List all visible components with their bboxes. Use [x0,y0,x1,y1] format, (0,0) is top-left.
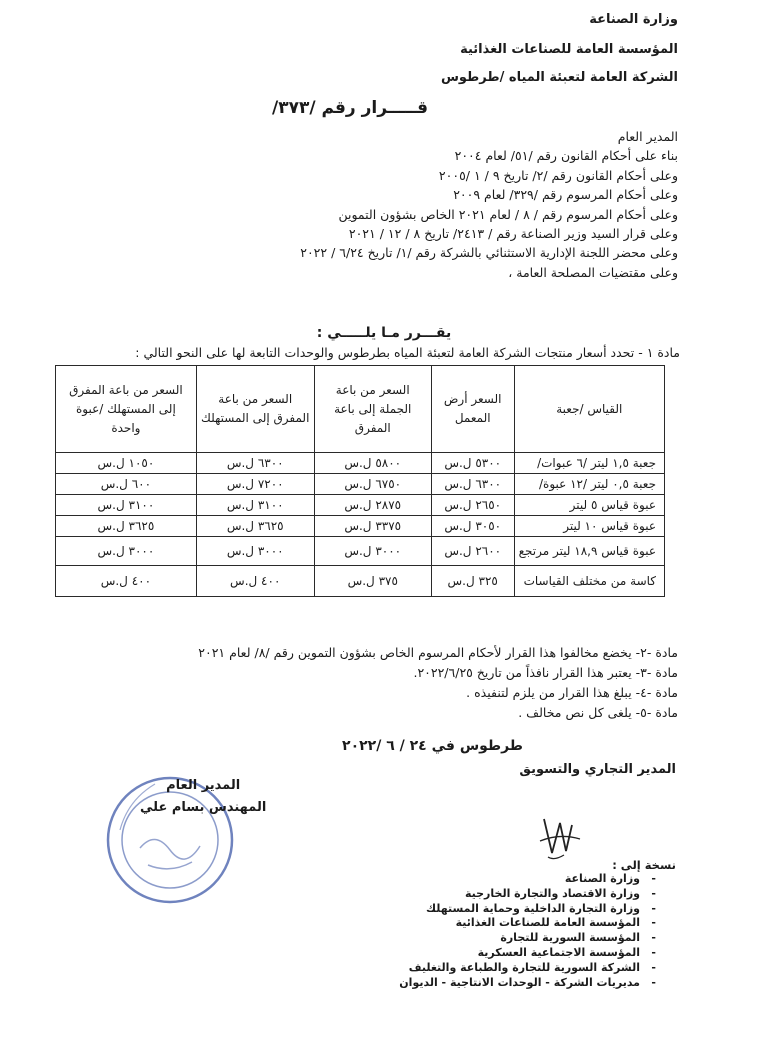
table-row [56,516,665,537]
commercial-director-title: المدير التجاري والتسويق [519,762,676,777]
table-row [56,453,665,474]
preamble-line: وعلى قرار السيد وزير الصناعة رقم / ٢٤١٣/ تاريخ ٨ / ١٢ / ٢٠٢١ [348,226,678,242]
general-manager-name: المهندس بسام علي [140,800,267,815]
header-unit-price: السعر من باعة المفرق إلى المستهلك /عبوة واحدة [56,366,197,453]
preamble [300,127,678,282]
table-cell: كاسة من مختلف القياسات [514,566,664,597]
table-cell: ٣٣٧٥ ل.س [314,516,431,537]
preamble-line: وعلى محضر اللجنة الإدارية الاستثنائي بالشركة رقم /١/ تاريخ ٦/٢٤ / ٢٠٢٢ [300,245,678,261]
preamble-line: بناء على أحكام القانون رقم /٥١/ لعام ٢٠٠٤ [454,148,678,164]
table-cell: ٦٠٠ ل.س [56,474,197,495]
article-line: مادة -٣- يعتبر هذا القرار نافذاً من تاريخ ٢٠٢٢/٦/٢٥. [413,665,678,680]
table-cell: ٥٣٠٠ ل.س [431,453,514,474]
header-retail-price: السعر من باعة المفرق إلى المستهلك [196,366,314,453]
articles [198,643,678,723]
article-line: مادة -٤- يبلغ هذا القرار من يلزم لتنفيذه . [466,685,678,700]
place-date: طرطوس في ٢٤ / ٦ /٢٠٢٢ [342,738,523,754]
table-cell: ٢٦٥٠ ل.س [431,495,514,516]
table-cell: ٦٣٠٠ ل.س [196,453,314,474]
table-cell: ٢٨٧٥ ل.س [314,495,431,516]
table-cell: ٦٧٥٠ ل.س [314,474,431,495]
list-item: - مديريات الشركة - الوحدات الانتاجية - الديوان [399,976,656,991]
header-size: القياس /جعبة [514,366,664,453]
preamble-line: المدير العام [617,129,678,144]
table-cell: ١٠٥٠ ل.س [56,453,197,474]
table-cell: ٧٢٠٠ ل.س [196,474,314,495]
table-cell: ٤٠٠ ل.س [196,566,314,597]
list-item: - المؤسسة السورية للتجارة [399,931,656,946]
table-cell: ٣٠٠٠ ل.س [196,537,314,566]
list-item: - المؤسسة الاجتماعية العسكرية [399,946,656,961]
preamble-line: وعلى أحكام المرسوم رقم /٣٢٩/ لعام ٢٠٠٩ [453,187,678,203]
preamble-line: وعلى مقتضيات المصلحة العامة ، [508,264,678,280]
table-cell: عبوة قياس ٥ ليتر [514,495,664,516]
table-cell: ٣٦٢٥ ل.س [196,516,314,537]
price-table [55,365,665,597]
copies-title: نسخة إلى : [612,858,676,872]
table-cell: عبوة قياس ١٨,٩ ليتر مرتجع [514,537,664,566]
preamble-line: وعلى أحكام المرسوم رقم / ٨ / لعام ٢٠٢١ الخاص بشؤون التموين [338,206,678,222]
table-cell: ٣٦٢٥ ل.س [56,516,197,537]
article-line: مادة -٢- يخضع مخالفوا هذا القرار لأحكام المرسوم الخاص بشؤون التموين رقم /٨/ لعام ٢٠٢١ [198,645,678,660]
table-cell: ٣٠٠٠ ل.س [56,537,197,566]
decides-heading: يقـــرر مـا يلـــــي : [316,325,452,341]
header-factory-price: السعر أرض المعمل [431,366,514,453]
table-row [56,566,665,597]
table-cell: ٥٨٠٠ ل.س [314,453,431,474]
ministry-name: وزارة الصناعة [589,12,678,27]
table-cell: ٣١٠٠ ل.س [196,495,314,516]
table-cell: ٣١٠٠ ل.س [56,495,197,516]
table-cell: ٣٠٥٠ ل.س [431,516,514,537]
general-manager-block [140,775,266,819]
table-cell: ٦٣٠٠ ل.س [431,474,514,495]
table-row [56,537,665,566]
table-row [56,495,665,516]
table-cell: جعبة ١,٥ ليتر /٦ عبوات/ [514,453,664,474]
list-item: - الشركة السورية للتجارة والطباعة والتغليف [399,961,656,976]
list-item: - المؤسسة العامة للصناعات الغذائية [399,916,656,931]
list-item: - وزارة التجارة الداخلية وحماية المستهلك [399,902,656,917]
handwritten-signature [530,805,590,865]
institution-name: المؤسسة العامة للصناعات الغذائية [460,42,678,57]
copies-list [399,872,656,990]
table-cell: عبوة قياس ١٠ ليتر [514,516,664,537]
table-row [56,474,665,495]
list-item: - وزارة الصناعة [399,872,656,887]
table-cell: ٣٢٥ ل.س [431,566,514,597]
decision-title: قـــــرار رقم /٣٧٣/ [271,98,428,118]
table-cell: جعبة ٠,٥ ليتر /١٢ عبوة/ [514,474,664,495]
general-manager-title: المدير العام [166,778,241,793]
article-1: مادة ١ - تحدد أسعار منتجات الشركة العامة لتعبئة المياه بطرطوس والوحدات التابعة لها على النحو التالي : [135,345,680,360]
table-cell: ٣٧٥ ل.س [314,566,431,597]
preamble-line: وعلى أحكام القانون رقم /٢/ تاريخ ٩ / ١ /٢٠٠٥ [438,167,678,183]
table-cell: ٣٠٠٠ ل.س [314,537,431,566]
header-wholesale-price: السعر من باعة الجملة إلى باعة المفرق [314,366,431,453]
table-cell: ٢٦٠٠ ل.س [431,537,514,566]
table-cell: ٤٠٠ ل.س [56,566,197,597]
company-name: الشركة العامة لتعبئة المياه /طرطوس [440,70,678,85]
list-item: - وزارة الاقتصاد والتجارة الخارجية [399,887,656,902]
table-header-row [56,366,665,453]
article-line: مادة -٥- يلغى كل نص مخالف . [518,705,678,720]
